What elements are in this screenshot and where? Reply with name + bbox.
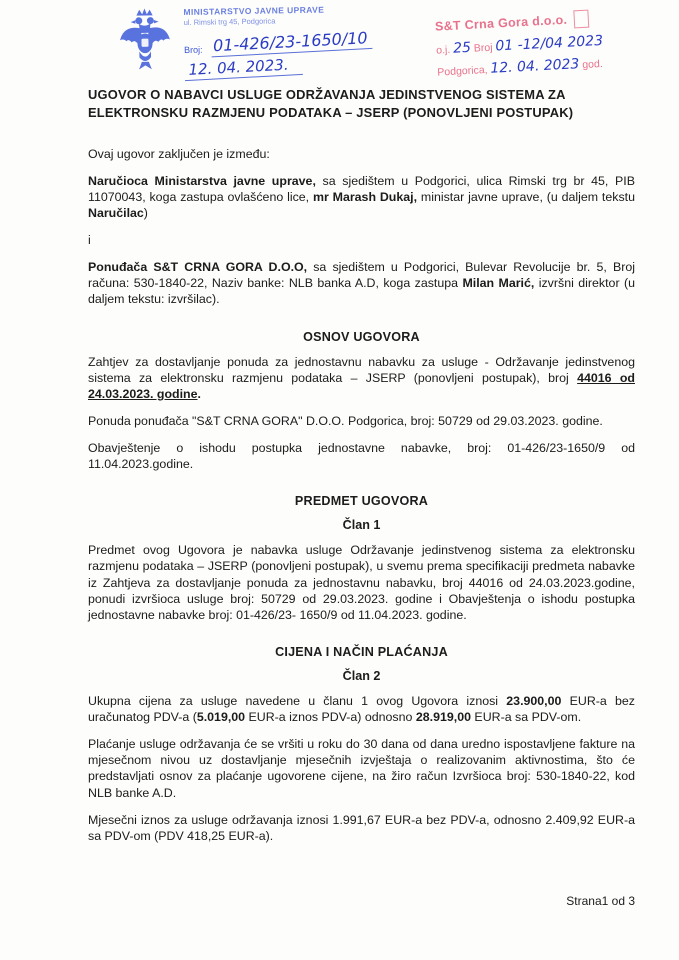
- text-run: sa sjedištem u Podgorici, ulica Rimski trg br 45, PIB 11070043, koga zastupa ovlašćeno lice,: [88, 173, 635, 204]
- text-run: Ponuda ponuđača "S&T CRNA GORA" D.O.O. Podgorica, broj: 50729 od 29.03.2023. godine.: [88, 413, 603, 428]
- stamp-number-handwritten: 01-426/23-1650/10: [211, 28, 373, 57]
- text-run: izvršni direktor (u daljem tekstu: izvršilac).: [88, 276, 635, 307]
- section-heading: [88, 669, 635, 683]
- paragraph: [88, 146, 635, 162]
- text-run: 44016 od 24.03.2023. godine: [88, 370, 635, 401]
- stamp-date-handwritten: 12. 04. 2023.: [184, 55, 303, 81]
- text-run: Obavještenje o ishodu postupka jednostavne nabavke, broj: 01-426/23-1650/9 od 11.04.2023.godine.: [88, 441, 635, 472]
- text-run: .: [197, 386, 201, 401]
- company-stamp-city-label: Podgorica,: [437, 63, 488, 79]
- section-heading: [88, 645, 635, 659]
- text-run: sa sjedištem u Podgorici, Bulevar Revolucije br. 5, Broj računa: 530-1840-22, Naziv banke: NLB banka A.D, koga zastupa: [88, 260, 635, 291]
- paragraph: [88, 232, 635, 248]
- text-run: 5.019,00: [196, 710, 246, 725]
- ministry-stamp-text: [183, 4, 372, 79]
- text-run: OSNOV UGOVORA: [303, 329, 420, 344]
- text-run: Milan Marić,: [462, 276, 535, 291]
- text-run: Predmet ovog Ugovora je nabavka usluge Održavanje jedinstvenog sistema za elektronsku razmjenu podataka – JSERP (ponovljeni postupak), u svemu prema specifikaciji predmeta nabavke iz Zahtjeva za dostavljanje ponuda za jednostavnu nabavku, broj 44016 od 24.03.2023.godine, ponudi izvršioca usluge broj: 50729 od 29.03.2023. godine i Obavještenja o ishodu postupka jednostavne nabavke broj: 01-426/23- 1650/9 od 11.04.2023. godine.: [88, 543, 635, 622]
- text-run: CIJENA I NAČIN PLAĆANJA: [275, 644, 448, 659]
- page-number: Strana1 od 3: [566, 894, 635, 908]
- stamp-frame-box: [574, 10, 590, 29]
- stamp-number-label: Broj:: [184, 44, 203, 56]
- ministry-stamp: [115, 4, 372, 80]
- paragraph: [88, 259, 635, 307]
- paragraph: [88, 354, 635, 402]
- text-run: ): [143, 205, 148, 220]
- text-run: Ovaj ugovor zaključen je između:: [88, 146, 270, 161]
- company-stamp-name: S&T Crna Gora d.o.o.: [434, 12, 568, 34]
- stamp-org-name: MINISTARSTVO JAVNE UPRAVE: [183, 4, 325, 18]
- text-run: 28.919,00: [415, 710, 471, 725]
- company-stamp-label-broj: Broj: [473, 41, 493, 55]
- text-run: EUR-a sa PDV-om.: [470, 710, 582, 725]
- montenegro-coat-of-arms-icon: [115, 7, 174, 78]
- stamp-date-line: [184, 56, 372, 79]
- text-run: Zahtjev za dostavljanje ponuda za jednostavnu nabavku za usluge - Održavanje jedinstvenog sistema za elektronsku razmjenu podataka – JSERP (ponovljeni postupak), broj: [88, 354, 635, 385]
- section-heading: [88, 494, 635, 508]
- paragraph: [88, 693, 635, 725]
- paragraph: [88, 440, 635, 472]
- contract-body: [88, 86, 635, 855]
- section-heading: [88, 330, 635, 344]
- company-stamp-number-handwritten-1: 25: [452, 39, 472, 57]
- text-run: EUR-a iznos PDV-a) odnosno: [245, 710, 416, 725]
- paragraph: [88, 413, 635, 429]
- text-run: Ponuđača S&T CRNA GORA D.O.O,: [88, 260, 308, 275]
- paragraph: [88, 812, 635, 844]
- text-run: Mjesečni iznos za usluge održavanja iznosi 1.991,67 EUR-a bez PDV-a, odnosno 2.409,92 EUR-a sa PDV-om (PDV 418,25 EUR-a).: [88, 812, 635, 843]
- company-stamp-date-handwritten: 12. 04. 2023: [489, 56, 580, 77]
- text-run: mr Marash Dukaj,: [312, 189, 418, 204]
- document-title: UGOVOR O NABAVCI USLUGE ODRŽAVANJA JEDINSTVENOG SISTEMA ZA ELEKTRONSKU RAZMJENU PODATAKA – JSERP (PONOVLJENI POSTUPAK): [88, 87, 574, 120]
- text-run: 23.900,00: [506, 693, 562, 708]
- paragraph: [88, 173, 635, 221]
- company-stamp-date-line: [437, 52, 653, 79]
- text-run: i: [88, 233, 91, 248]
- text-run: Plaćanje usluge održavanja će se vršiti u roku do 30 dana od dana uredno ispostavljene fakture na mjesečnom nivou uz dostavljanje mjesečnih izvještaja o realizovanim aktivnostima, što će predstavljati osnov za plaćanje ugovorene cijene, na žiro račun Izvršioca broj: 530-1840-22, kod NLB banke A.D.: [88, 737, 635, 800]
- company-stamp-number-handwritten-2: 01 -12/04 2023: [494, 32, 604, 55]
- stamp-org-address: ul. Rimski trg 45, Podgorica: [183, 16, 276, 28]
- text-run: EUR-a bez uračunatog PDV-a (: [88, 693, 635, 725]
- text-run: Član 2: [342, 668, 381, 683]
- document-blocks: [88, 146, 635, 844]
- paragraph: [88, 736, 635, 801]
- company-stamp-label-oj: o.j.: [435, 43, 451, 57]
- company-stamp-god-label: god.: [581, 57, 604, 71]
- text-run: Član 1: [342, 518, 381, 533]
- section-heading: [88, 518, 635, 532]
- text-run: Ukupna cijena za usluge navedene u članu 1 ovog Ugovora iznosi: [88, 693, 507, 708]
- paragraph: [88, 542, 635, 623]
- stamp-number-line: [184, 28, 372, 56]
- text-run: Naručilac: [88, 205, 144, 220]
- text-run: ministar javne uprave, (u daljem tekstu: [417, 189, 635, 204]
- text-run: Naručioca Ministarstva javne uprave,: [88, 173, 316, 188]
- text-run: PREDMET UGOVORA: [294, 494, 429, 509]
- company-stamp: [435, 6, 653, 79]
